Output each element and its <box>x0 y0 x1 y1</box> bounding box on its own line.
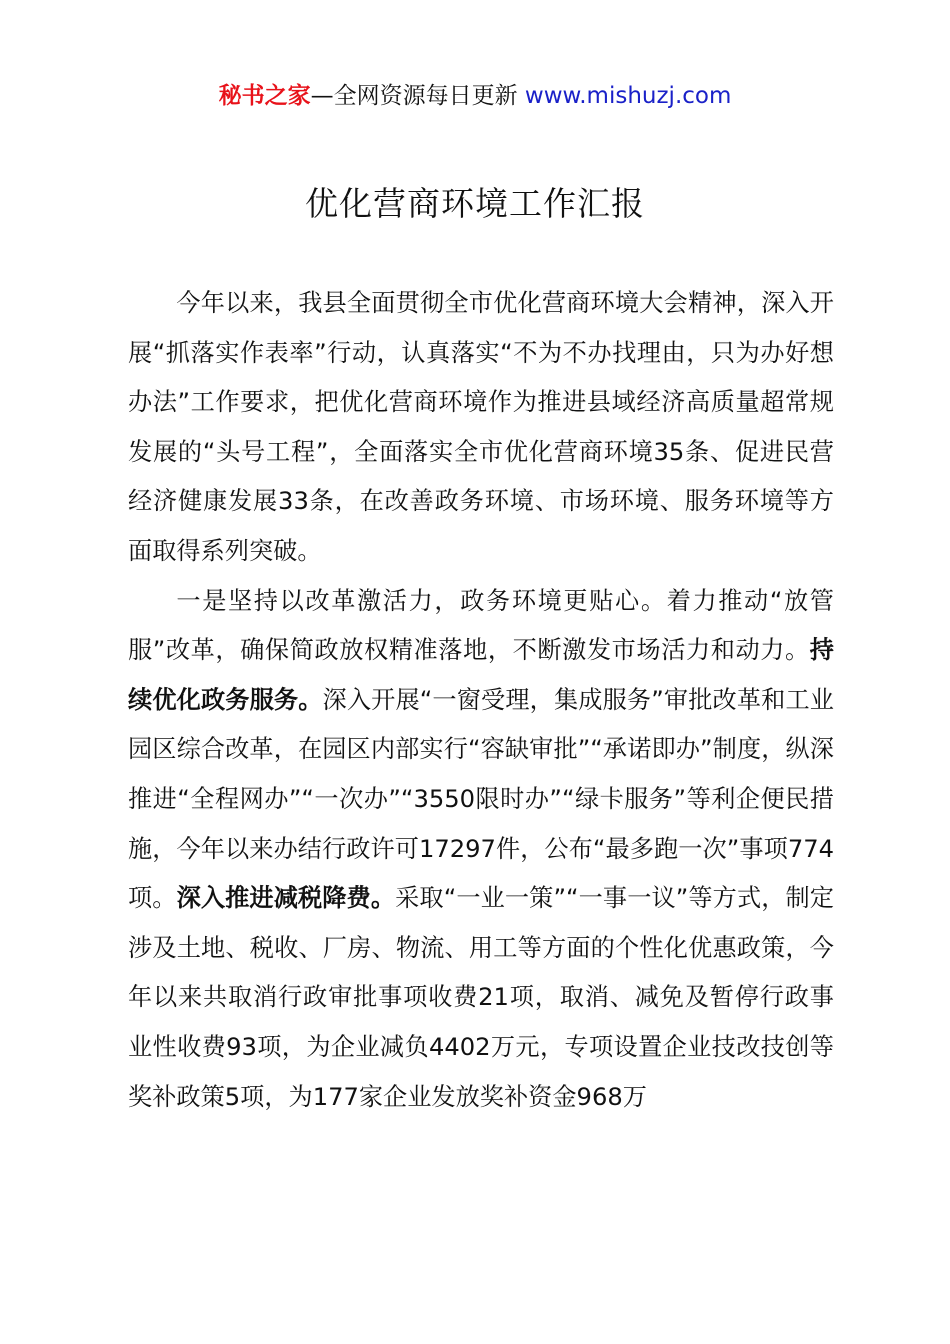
paragraph-gov-services-text: 深入开展“一窗受理，集成服务”审批改革和工业园区综合改革，在园区内部实行“容缺审批”“承诺即办”制度，纵深推进“全程网办”“一次办”“3550限时办”“绿卡服务”等利企便民措施，今年以来办结行政许可17297件，公布“最多跑一次”事项774项。 <box>128 685 834 913</box>
site-brand: 秘书之家 <box>218 83 311 109</box>
document-title: 优化营商环境工作汇报 <box>305 184 645 223</box>
section-heading-gov-services: 持续优化政务服务。 <box>128 636 834 714</box>
section-heading-tax-reduction: 深入推进减税降费。 <box>176 884 396 913</box>
paragraph-reform-intro: 一是坚持以改革激活力，政务环境更贴心。着力推动“放管服”改革，确保简政放权精准落地，不断激发市场活力和动力。 <box>128 586 834 665</box>
site-tagline: —全网资源每日更新 <box>310 83 518 109</box>
paragraph-tax-reduction-text: 采取“一业一策”“一事一议”等方式，制定涉及土地、税收、厂房、物流、用工等方面的个性化优惠政策，今年以来共取消行政审批事项收费21项，取消、减免及暂停行政事业性收费93项，为企业减负4402万元，专项设置企业技改技创等奖补政策5项，为177家企业发放奖补资金968万 <box>128 884 834 1111</box>
site-url-link[interactable]: www.mishuzj.com <box>524 83 732 109</box>
paragraph-reform <box>128 577 834 1123</box>
document-body <box>128 279 834 1122</box>
paragraph-intro: 今年以来，我县全面贯彻全市优化营商环境大会精神，深入开展“抓落实作表率”行动，认真落实“不为不办找理由，只为办好想办法”工作要求，把优化营商环境作为推进县域经济高质量超常规发展的“头号工程”，全面落实全市优化营商环境35条、促进民营经济健康发展33条，在改善政务环境、市场环境、服务环境等方面取得系列突破。 <box>128 289 834 565</box>
site-header <box>0 80 950 112</box>
